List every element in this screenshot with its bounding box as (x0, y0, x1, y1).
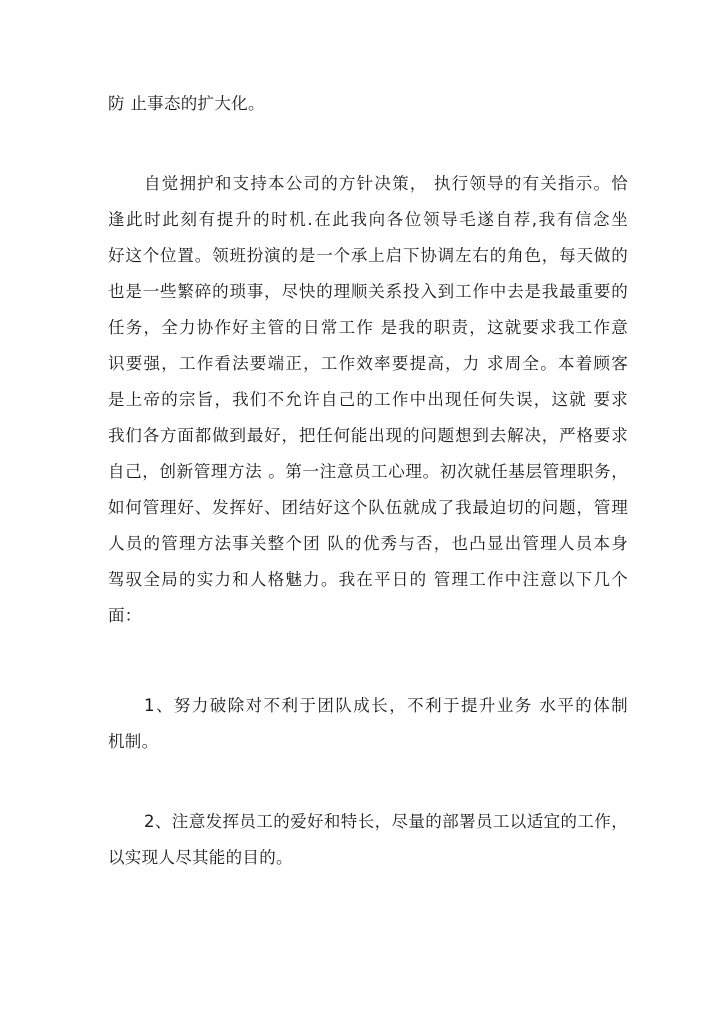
text-line-13: 驾驭全局的实力和人格魅力。我在平日的 管理工作中注意以下几个 (108, 570, 628, 589)
text-line-10: 自己，创新管理方法 。第一注意员工心理。初次就任基层管理职务， (108, 462, 628, 481)
list-item-2-line-1: 2、注意发挥员工的爱好和特长，尽量的部署员工以适宜的工作， (144, 812, 628, 831)
text-line-6: 任务，全力协作好主管的日常工作 是我的职责，这就要求我工作意 (108, 318, 628, 337)
text-line-5: 也是一些繁碎的琐事，尽快的理顺关系投入到工作中去是我最重要的 (108, 282, 628, 301)
text-line-4: 好这个位置。领班扮演的是一个承上启下协调左右的角色，每天做的 (108, 246, 628, 265)
text-line-11: 如何管理好、发挥好、团结好这个队伍就成了我最迫切的问题，管理 (108, 498, 628, 517)
text-line-12: 人员的管理方法事关整个团 队的优秀与否，也凸显出管理人员本身 (108, 534, 628, 553)
text-line-14: 面： (108, 606, 142, 625)
text-line-2: 自觉拥护和支持本公司的方针决策， 执行领导的有关指示。恰 (144, 174, 628, 193)
list-item-1-line-1: 1、努力破除对不利于团队成长，不利于提升业务 水平的体制 (144, 696, 628, 715)
text-line-3: 逢此时此刻有提升的时机.在此我向各位领导毛遂自荐,我有信念坐 (108, 210, 628, 229)
text-line-7: 识要强，工作看法要端正，工作效率要提高，力 求周全。本着顾客 (108, 354, 628, 373)
text-line-8: 是上帝的宗旨，我们不允许自己的工作中出现任何失误，这就 要求 (108, 390, 628, 409)
text-line-9: 我们各方面都做到最好，把任何能出现的问题想到去解决，严格要求 (108, 426, 628, 445)
text-line-1: 防 止事态的扩大化。 (108, 94, 265, 113)
list-item-2-line-2: 以实现人尽其能的目的。 (108, 848, 293, 867)
list-item-1-line-2: 机制。 (108, 732, 159, 751)
